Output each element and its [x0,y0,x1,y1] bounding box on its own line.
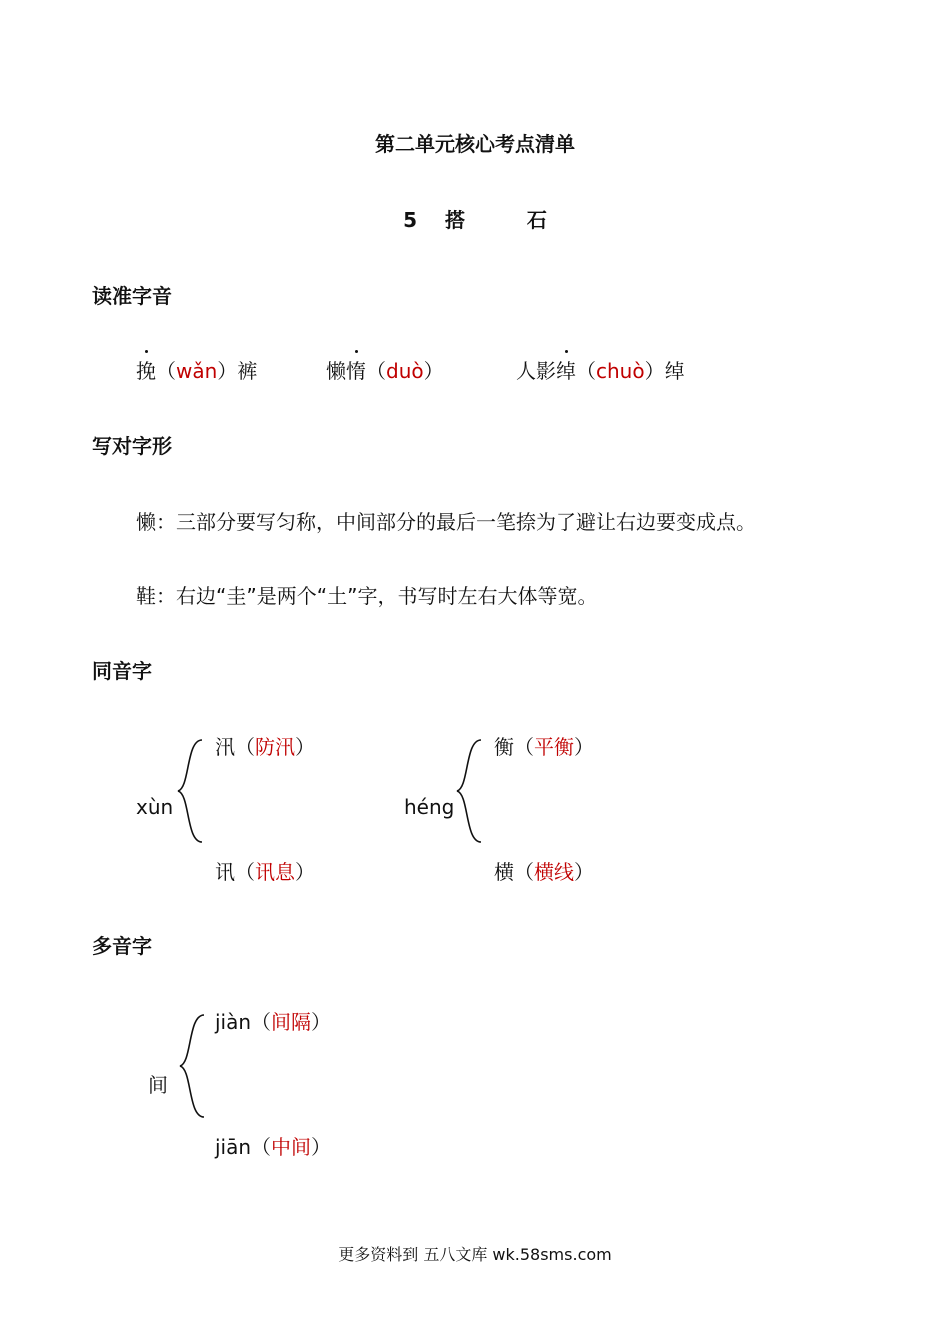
homophone-sound: xùn [136,795,174,819]
homophone-item: 讯（讯息） [215,860,315,884]
brace-icon [455,738,485,844]
brace-icon [176,738,206,844]
emphasis-char: 挽 [136,355,156,384]
section-heading-writing: 写对字形 [92,434,172,458]
pinyin-answer: wǎn [176,359,218,383]
homophone-sound: héng [404,795,455,819]
homophone-item: 横（横线） [494,860,594,884]
answer-word: 中间 [271,1135,312,1159]
page-title: 第二单元核心考点清单 [375,132,575,156]
polyphone-item: jiàn（间隔） [215,1010,332,1034]
writing-note: 懒：三部分要写匀称，中间部分的最后一笔捺为了避让右边要变成点。 [136,510,756,534]
answer-word: 横线 [534,860,574,884]
polyphone-char: 间 [148,1073,168,1097]
answer-word: 讯息 [255,860,295,884]
answer-word: 防汛 [255,735,295,759]
polyphone-item: jiān（中间） [215,1135,332,1159]
pronunciation-item: 人影绰（chuò）绰 [516,355,685,384]
answer-word: 平衡 [534,735,574,759]
section-heading-pronunciation: 读准字音 [92,284,172,308]
lesson-number: 5 [403,208,418,232]
pinyin-answer: duò [386,359,424,383]
pronunciation-item: 挽（wǎn）裤 [136,355,257,384]
writing-note: 鞋：右边“圭”是两个“土”字，书写时左右大体等宽。 [136,584,598,608]
brace-icon [178,1013,208,1119]
section-heading-homophones: 同音字 [92,659,152,683]
section-heading-polyphones: 多音字 [92,934,152,958]
lesson-title [0,204,950,233]
lesson-name-part1: 搭 [444,208,465,232]
pronunciation-item: 懒惰（duò） [326,355,444,384]
emphasis-char: 惰 [346,355,366,384]
pinyin-answer: chuò [596,359,645,383]
answer-word: 间隔 [271,1010,312,1034]
emphasis-char: 绰 [556,355,576,384]
homophone-item: 汛（防汛） [215,735,315,759]
footer-link[interactable]: 更多资料到 五八文库 wk.58sms.com [338,1245,612,1264]
lesson-name-part2: 石 [526,208,547,232]
homophone-item: 衡（平衡） [494,735,594,759]
